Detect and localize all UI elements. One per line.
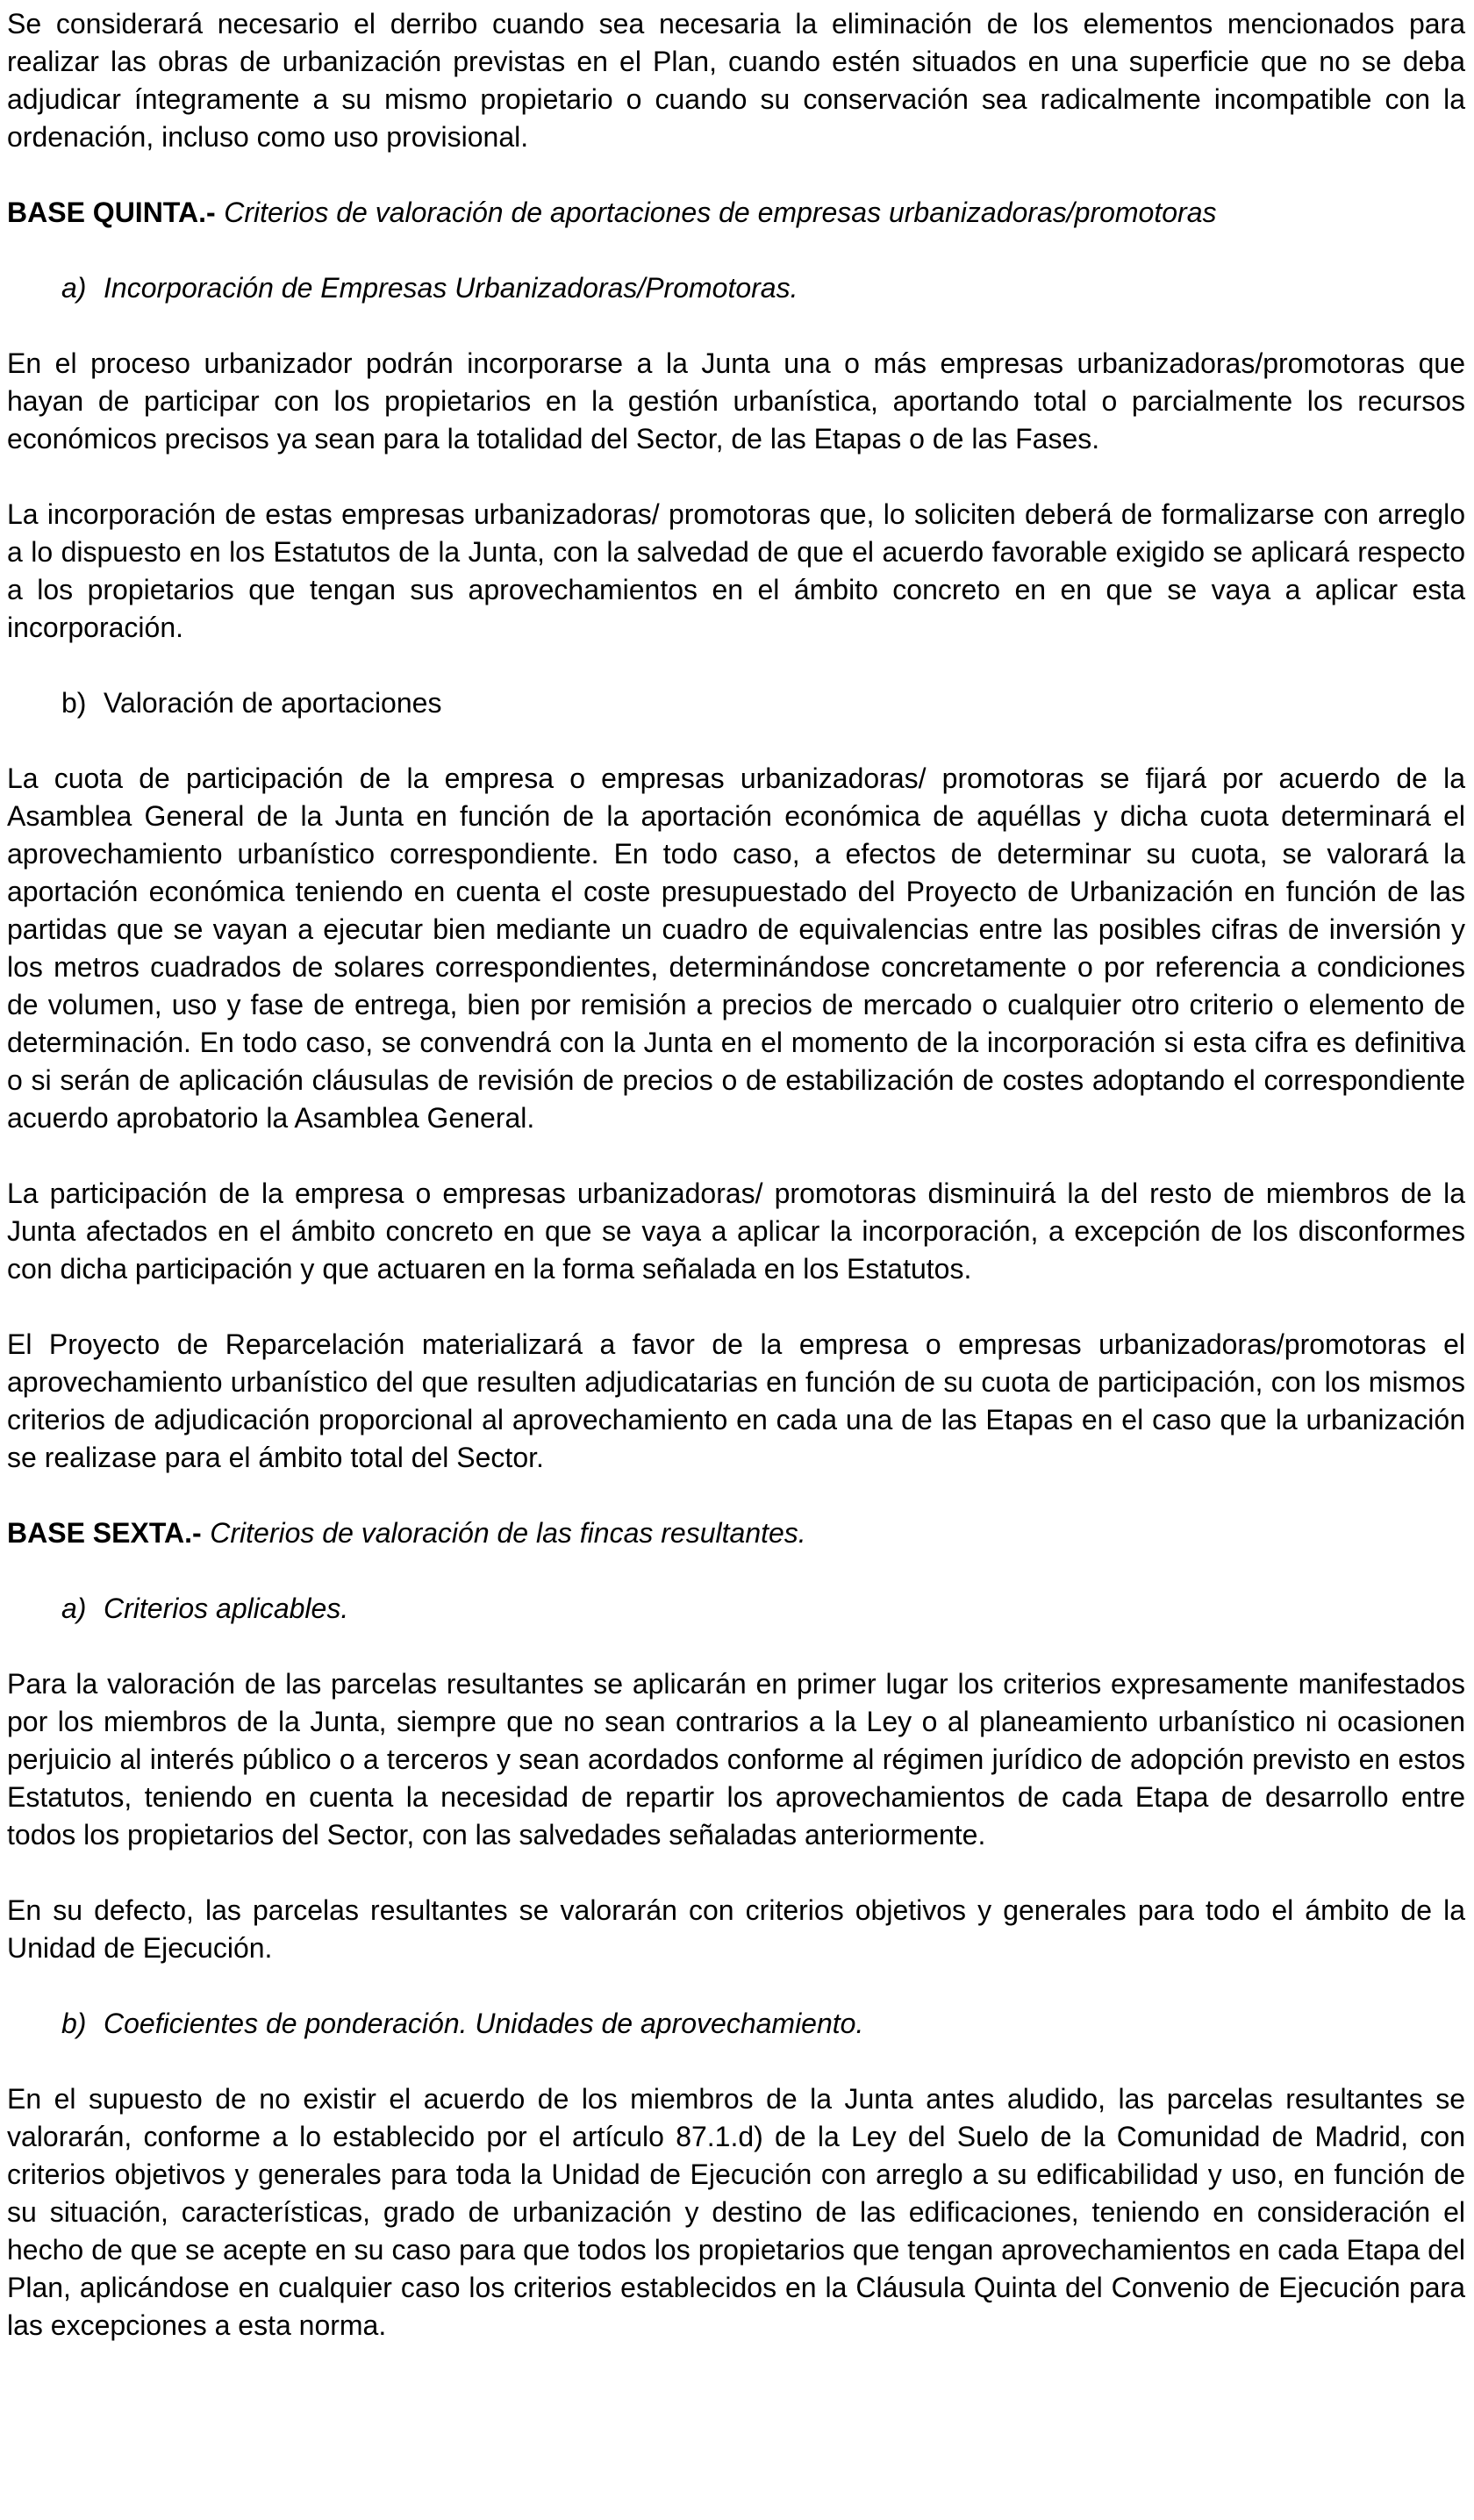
section-heading-title: Criterios de valoración de aportaciones de empresas urbanizadoras/promotoras [224,197,1217,228]
section-heading-label: BASE SEXTA.- [7,1517,202,1549]
paragraph-participacion-disminuira: La participación de la empresa o empresas urbanizadoras/ promotoras disminuirá la del resto de miembros de la Junta afectados en el ámbito concreto en que se vaya a aplicar la incorporación, a excepción de los disconformes con dicha participación y que actuaren en la forma señalada en los Estatutos. [7,1178,1465,1285]
section-heading-title: Criterios de valoración de las fincas resultantes. [210,1517,806,1549]
list-item-text: Coeficientes de ponderación. Unidades de aprovechamiento. [104,2008,864,2039]
paragraph-proyecto-reparcelacion: El Proyecto de Reparcelación materializará a favor de la empresa o empresas urbanizadoras/promotoras el aprovechamiento urbanístico del que resulten adjudicatarias en función de su cuota de participación, con los mismos criterios de adjudicación proporcional al aprovechamiento en cada una de las Etapas en el caso que la urbanización se realizase para el ámbito total del Sector. [7,1328,1465,1473]
list-item-marker: a) [61,1593,87,1624]
list-item-sexta-a [7,1590,1465,1628]
paragraph-en-su-defecto: En su defecto, las parcelas resultantes se valorarán con criterios objetivos y generales para todo el ámbito de la Unidad de Ejecución. [7,1894,1465,1964]
section-heading-base-quinta [7,194,1465,232]
list-item-sexta-b [7,2005,1465,2043]
paragraph-derribo: Se considerará necesario el derribo cuando sea necesaria la eliminación de los elementos mencionados para realizar las obras de urbanización previstas en el Plan, cuando estén situados en una superficie que no se deba adjudicar íntegramente a su mismo propietario o cuando su conservación sea radicalmente incompatible con la ordenación, incluso como uso provisional. [7,8,1465,153]
section-heading-label: BASE QUINTA.- [7,197,216,228]
paragraph-valoracion-parcelas: Para la valoración de las parcelas resultantes se aplicarán en primer lugar los criterios expresamente manifestados por los miembros de la Junta, siempre que no sean contrarios a la Ley o al planeamiento urbanístico ni ocasionen perjuicio al interés público o a terceros y sean acordados conforme al régimen jurídico de adopción previsto en estos Estatutos, teniendo en cuenta la necesidad de repartir los aprovechamientos de cada Etapa de desarrollo entre todos los propietarios del Sector, con las salvedades señaladas anteriormente. [7,1668,1465,1851]
list-item-text: Criterios aplicables. [104,1593,349,1624]
section-heading-base-sexta [7,1514,1465,1552]
paragraph-incorporacion-empresas: La incorporación de estas empresas urbanizadoras/ promotoras que, lo soliciten deberá de formalizarse con arreglo a lo dispuesto en los Estatutos de la Junta, con la salvedad de que el acuerdo favorable exigido se aplicará respecto a los propietarios que tengan sus aprovechamientos en el ámbito concreto en en que se vaya a aplicar esta incorporación. [7,498,1465,643]
list-item-marker: a) [61,272,87,304]
list-item-quinta-a [7,269,1465,307]
list-item-marker: b) [61,687,87,719]
list-item-text: Incorporación de Empresas Urbanizadoras/Promotoras. [104,272,798,304]
paragraph-cuota-participacion: La cuota de participación de la empresa o empresas urbanizadoras/ promotoras se fijará por acuerdo de la Asamblea General de la Junta en función de la aportación económica de aquéllas y dicha cuota determinará el aprovechamiento urbanístico correspondiente. En todo caso, a efectos de determinar su cuota, se valorará la aportación económica teniendo en cuenta el coste presupuestado del Proyecto de Urbanización en función de las partidas que se vayan a ejecutar bien mediante un cuadro de equivalencias entre las posibles cifras de inversión y los metros cuadrados de solares correspondientes, determinándose concretamente o por referencia a condiciones de volumen, uso y fase de entrega, bien por remisión a precios de mercado o cualquier otro criterio o elemento de determinación. En todo caso, se convendrá con la Junta en el momento de la incorporación si esta cifra es definitiva o si serán de aplicación cláusulas de revisión de precios o de estabilización de costes adoptando el correspondiente acuerdo aprobatorio la Asamblea General. [7,762,1465,1134]
list-item-text: Valoración de aportaciones [104,687,442,719]
list-item-quinta-b [7,684,1465,722]
paragraph-supuesto-no-existir: En el supuesto de no existir el acuerdo de los miembros de la Junta antes aludido, las parcelas resultantes se valorarán, conforme a lo establecido por el artículo 87.1.d) de la Ley del Suelo de la Comunidad de Madrid, con criterios objetivos y generales para toda la Unidad de Ejecución con arreglo a su edificabilidad y uso, en función de su situación, características, grado de urbanización y destino de las edificaciones, teniendo en consideración el hecho de que se acepte en su caso para que todos los propietarios que tengan aprovechamientos en cada Etapa del Plan, aplicándose en cualquier caso los criterios establecidos en la Cláusula Quinta del Convenio de Ejecución para las excepciones a esta norma. [7,2083,1465,2341]
paragraph-proceso-urbanizador: En el proceso urbanizador podrán incorporarse a la Junta una o más empresas urbanizadoras/promotoras que hayan de participar con los propietarios en la gestión urbanística, aportando total o parcialmente los recursos económicos precisos ya sean para la totalidad del Sector, de las Etapas o de las Fases. [7,347,1465,455]
list-item-marker: b) [61,2008,87,2039]
